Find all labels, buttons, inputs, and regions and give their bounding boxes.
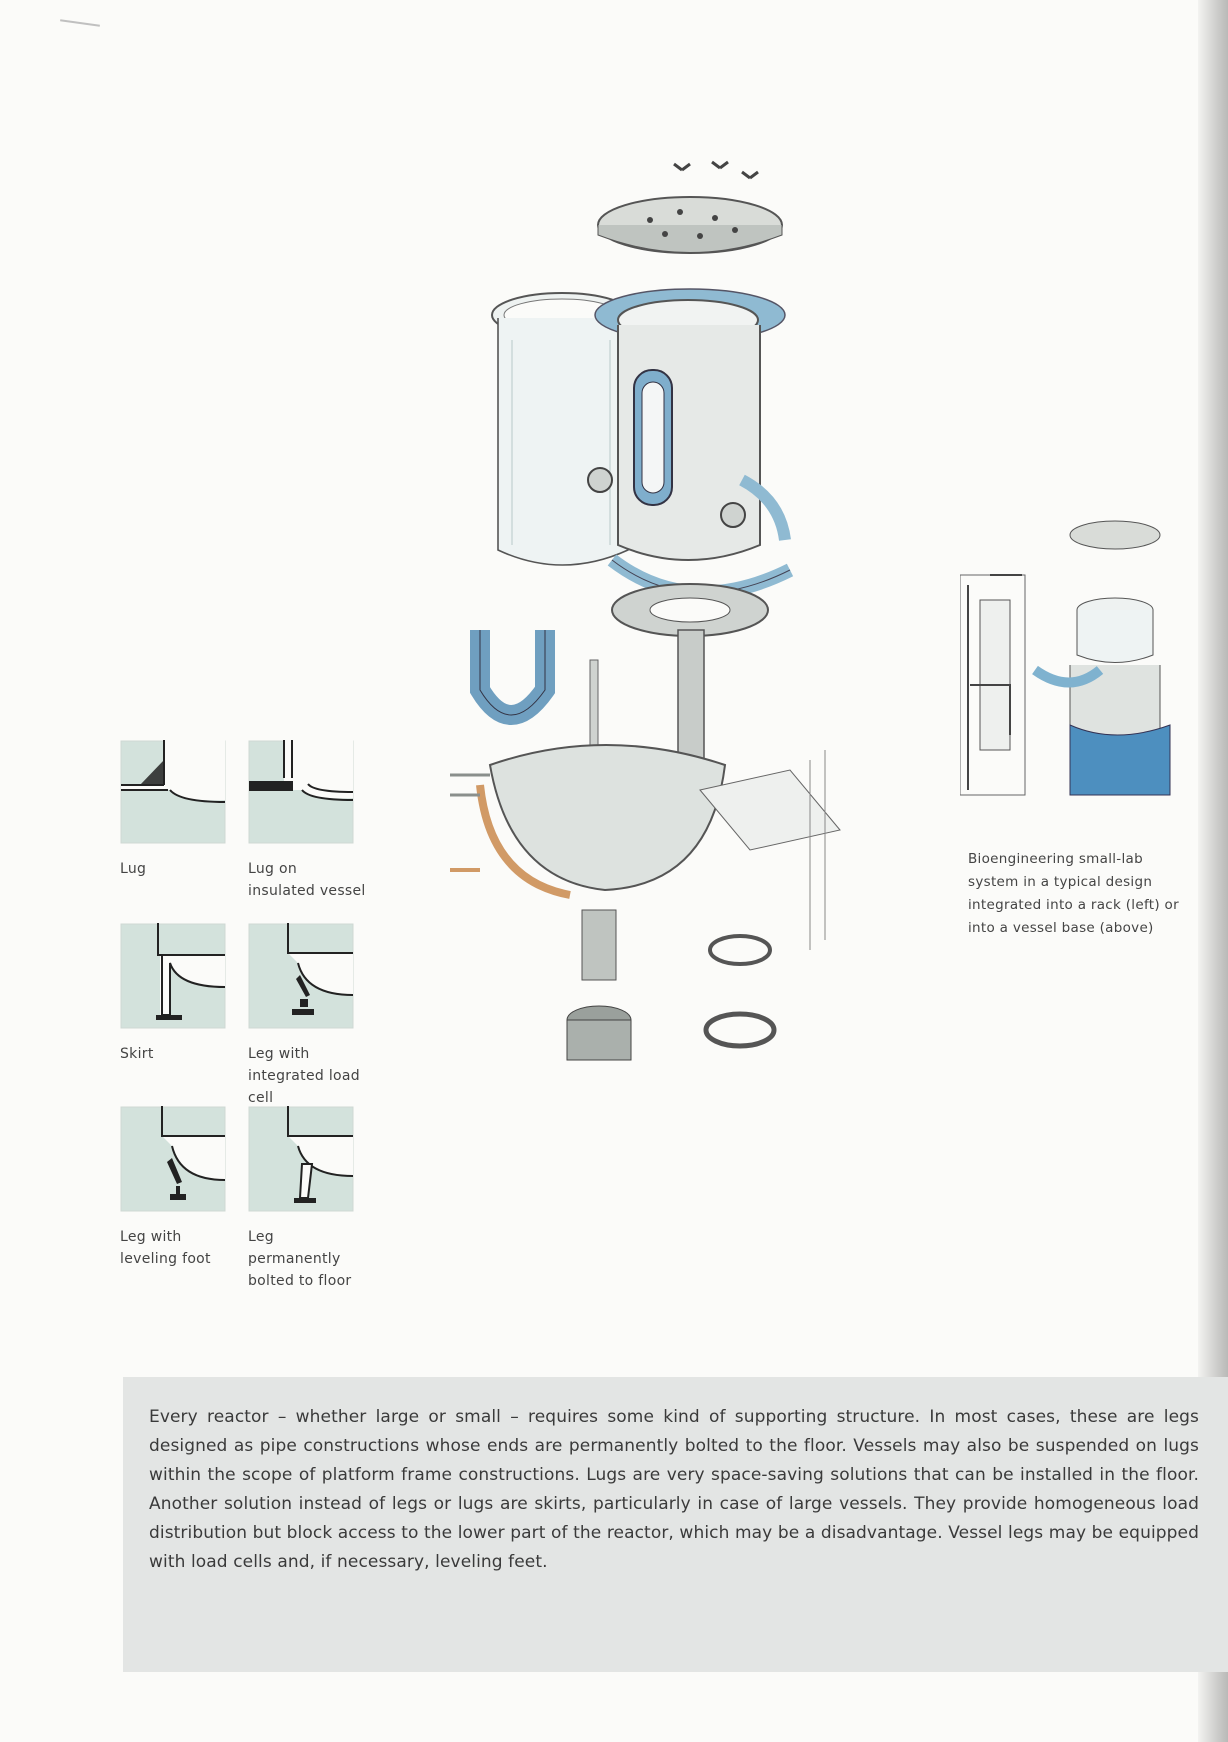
support-diagram-leg-leveling bbox=[120, 1106, 240, 1270]
skirt-diagram-icon bbox=[120, 923, 226, 1029]
support-diagram-skirt bbox=[120, 923, 240, 1065]
support-diagram-leg-bolted bbox=[248, 1106, 368, 1292]
u-tube bbox=[480, 630, 545, 715]
support-label-leg-load-cell: Leg with integrated load cell bbox=[248, 1046, 360, 1106]
leg-load-cell-diagram-icon bbox=[248, 923, 354, 1029]
scan-mark bbox=[60, 19, 100, 27]
glass-cylinder bbox=[492, 293, 632, 565]
vessel-base-unit bbox=[1035, 521, 1170, 795]
support-label-lug-insulated: Lug on insulated vessel bbox=[248, 861, 366, 899]
loose-clamps bbox=[706, 936, 774, 1046]
bottom-drive bbox=[567, 910, 631, 1060]
bottom-flange bbox=[612, 584, 768, 636]
leg-leveling-diagram-icon bbox=[120, 1106, 226, 1212]
side-illustration-caption: Bioengineering small-lab system in a typical design integrated into a rack (left) or into a vessel base (above) bbox=[968, 851, 1179, 936]
lug-diagram-icon bbox=[120, 740, 226, 844]
rack-post bbox=[810, 750, 825, 950]
leg-bolted-diagram-icon bbox=[248, 1106, 354, 1212]
reactor-exploded-illustration bbox=[450, 150, 920, 1110]
rack-section bbox=[960, 575, 1025, 795]
support-label-leg-leveling: Leg with leveling foot bbox=[120, 1229, 211, 1267]
support-label-leg-bolted: Leg permanently bolted to floor bbox=[248, 1229, 352, 1289]
support-label-skirt: Skirt bbox=[120, 1046, 154, 1062]
lid-plate bbox=[598, 162, 782, 253]
body-paragraph: Every reactor – whether large or small – requires some kind of supporting structure. In most cases, these are legs designed as pipe constructions whose ends are permanently bolted to the floor. Vessels may also be suspended on lugs within the scope of platform frame constructions. Lugs are very space-saving solutions that can be installed in the floor. Another solution instead of legs or lugs are skirts, particularly in case of large vessels. They provide homogeneous load distribution but block access to the lower part of the reactor, which may be a disadvantage. Vessel legs may be equipped with load cells and, if necessary, leveling feet. bbox=[149, 1407, 1199, 1572]
support-diagram-leg-load-cell bbox=[248, 923, 368, 1109]
lug-insulated-diagram-icon bbox=[248, 740, 354, 844]
support-label-lug: Lug bbox=[120, 861, 147, 877]
support-diagram-lug-insulated bbox=[248, 740, 368, 902]
support-diagram-lug bbox=[120, 740, 240, 880]
dished-bottom bbox=[450, 745, 725, 895]
small-lab-system-illustration bbox=[960, 495, 1175, 810]
vessel-body bbox=[588, 289, 785, 560]
body-text-box bbox=[123, 1377, 1228, 1672]
